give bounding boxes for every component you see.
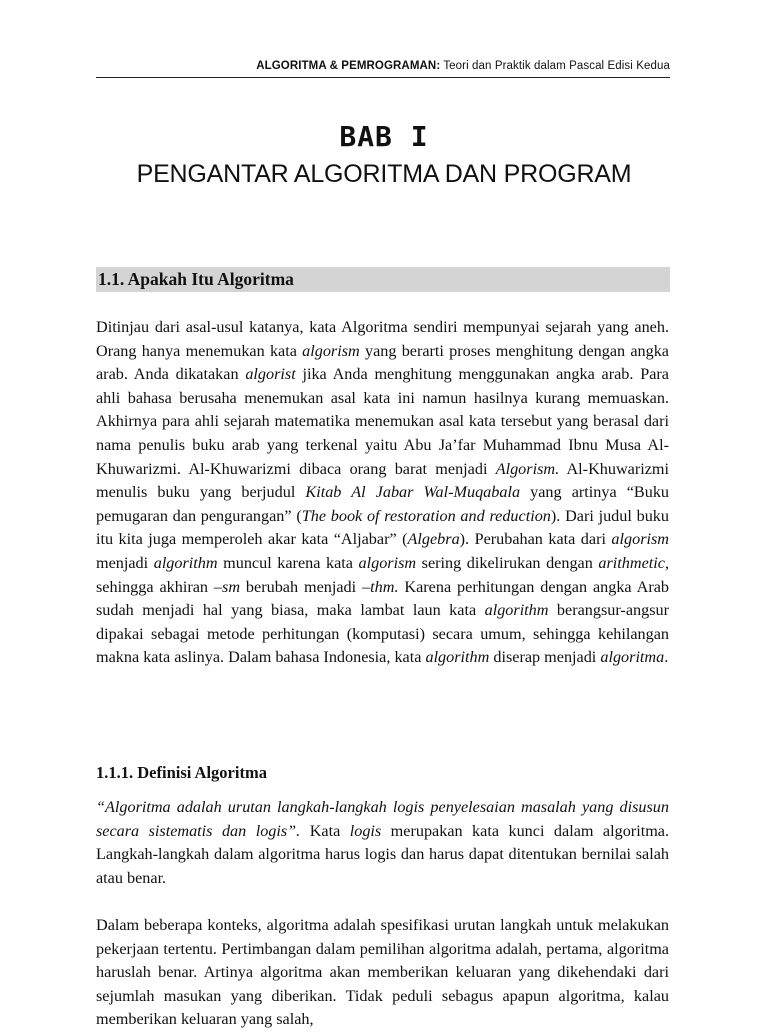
italic-term: Algorism. — [495, 459, 560, 478]
text-run: yang berarti proses menghitung dengan angka arab. Anda dikatakan — [96, 341, 669, 384]
running-header-subtitle: Teori dan Praktik dalam Pascal Edisi Kedua — [440, 60, 670, 72]
header-divider — [96, 77, 670, 78]
text-run: . — [664, 648, 669, 667]
italic-term: algorithm — [484, 601, 549, 620]
chapter-number: BAB I — [339, 120, 429, 153]
text-run: jika Anda menghitung menggunakan angka arab. Para ahli bahasa berusaha menemukan asal kata ini namun hasilnya kurang memuaskan. Akhirnya para ahli sejarah matematika menemukan asal kata tersebut yang berasal dari nama penulis buku arab yang terkenal yaitu Abu Ja’far Muhammad Ibnu Musa Al-Khuwarizmi. Al-Khuwarizmi dibaca orang barat menjadi — [96, 365, 669, 478]
italic-term: algorithm — [153, 553, 218, 572]
italic-term: –thm. — [362, 577, 399, 596]
italic-term: logis — [349, 821, 382, 840]
text-run: Al-Khuwarizmi menulis buku yang berjudul — [96, 459, 669, 502]
definition-quote: “Algoritma adalah urutan langkah-langkah logis penyelesaian masalah yang disusun secara sistematis dan logis”. — [96, 798, 669, 840]
italic-term: algorism — [302, 341, 360, 360]
section-heading: 1.1. Apakah Itu Algoritma — [96, 267, 670, 292]
text-run: , sehingga akhiran — [96, 553, 669, 596]
text-run: berubah menjadi — [240, 577, 363, 596]
text-run: merupakan kata kunci dalam algoritma. Langkah-langkah dalam algoritma harus logis dan harus dapat ditentukan bernilai salah atau benar. — [96, 821, 670, 887]
running-header — [96, 60, 670, 72]
italic-term: algorithm — [425, 648, 490, 667]
italic-term: Algebra — [407, 530, 460, 549]
context-paragraph: Dalam beberapa konteks, algoritma adalah spesifikasi urutan langkah untuk melakukan pekerjaan tertentu. Pertimbangan dalam pemilihan algoritma adalah, pertama, algoritma haruslah benar. Artinya algoritma akan memberikan keluaran yang dikehendaki dari sejumlah masukan yang diberikan. Tidak peduli sebagus apapun algoritma, kalau memberikan keluaran yang salah, — [96, 916, 669, 1029]
text-run: ). Dari judul buku itu kita juga memperoleh akar kata “Aljabar” ( — [96, 506, 669, 549]
text-run: Ditinjau dari asal-usul katanya, kata Algoritma sendiri mempunyai sejarah yang aneh. Orang hanya menemukan kata — [96, 318, 669, 360]
text-run: menjadi — [96, 553, 154, 572]
text-run: Kata — [300, 821, 350, 840]
italic-term: algorist — [245, 365, 296, 384]
italic-term: –sm — [213, 577, 241, 596]
text-run: sering dikelirukan dengan — [416, 553, 599, 572]
italic-term: algorism — [611, 530, 669, 549]
text-run: berangsur-angsur dipakai sebagai metode perhitungan (komputasi) secara umum, sehingga kehilangan makna kata aslinya. Dalam bahasa Indonesia, kata — [96, 601, 669, 667]
text-run: ). Perubahan kata dari — [459, 530, 612, 549]
text-run: Karena perhitungan dengan angka Arab sudah menjadi hal yang biasa, maka lambat laun kata — [96, 577, 669, 620]
text-run: yang artinya “Buku pemugaran dan pengurangan” ( — [96, 483, 670, 525]
italic-term: Kitab Al Jabar Wal-Muqabala — [305, 483, 521, 502]
text-run: muncul karena kata — [217, 553, 359, 572]
subsection-heading: 1.1.1. Definisi Algoritma — [96, 763, 267, 782]
text-run: diserap menjadi — [489, 648, 601, 667]
italic-term: algorism — [358, 553, 417, 572]
italic-term: algoritma — [600, 648, 665, 667]
chapter-title: PENGANTAR ALGORITMA DAN PROGRAM — [136, 160, 632, 188]
italic-term: arithmetic — [598, 553, 665, 572]
italic-term: The book of restoration and reduction — [301, 506, 551, 525]
section-paragraph-1 — [96, 316, 669, 670]
running-header-book-title: ALGORITMA & PEMROGRAMAN: — [256, 60, 441, 72]
definition-paragraph — [96, 796, 669, 890]
